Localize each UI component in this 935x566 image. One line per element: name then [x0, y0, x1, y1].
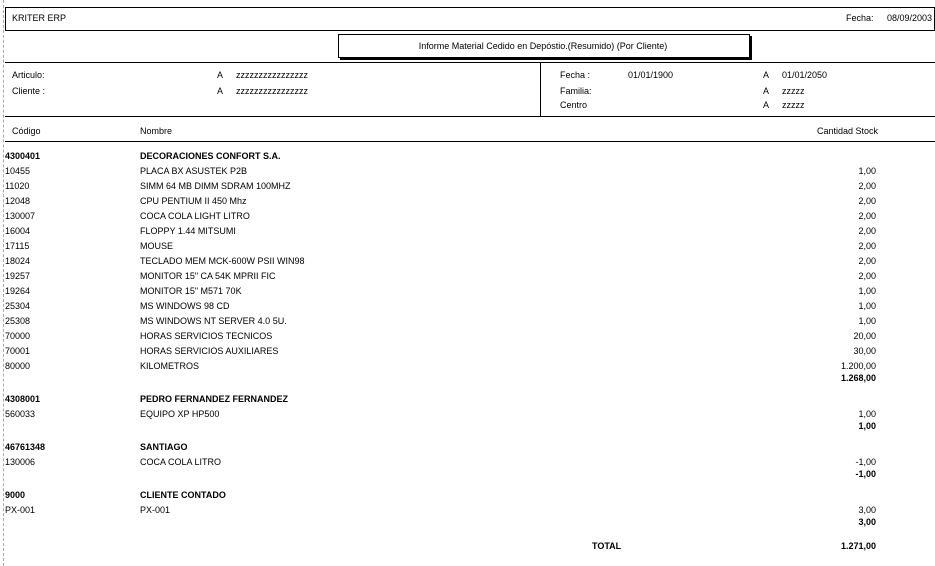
- item-name: EQUIPO XP HP500: [140, 409, 220, 419]
- cliente-to: zzzzzzzzzzzzzzzz: [236, 86, 308, 96]
- group-subtotal: 1,00: [858, 421, 876, 431]
- group-code: 46761348: [5, 442, 46, 452]
- item-code: 25304: [5, 301, 31, 311]
- item-qty: 2,00: [858, 271, 876, 281]
- familia-sep: A: [763, 86, 770, 96]
- centro-to: zzzzz: [782, 100, 805, 110]
- column-header-code: Código: [12, 126, 41, 136]
- item-name: FLOPPY 1.44 MITSUMI: [140, 226, 236, 236]
- item-code: 70000: [5, 331, 31, 341]
- item-qty: 2,00: [858, 211, 876, 221]
- date-value: 08/09/2003: [887, 13, 933, 23]
- group-subtotal: -1,00: [855, 469, 876, 479]
- item-code: 19257: [5, 271, 31, 281]
- item-name: PX-001: [140, 505, 171, 515]
- item-qty: 2,00: [858, 256, 876, 266]
- articulo-to: zzzzzzzzzzzzzzzz: [236, 70, 308, 80]
- item-code: PX-001: [5, 505, 36, 515]
- group-name: PEDRO FERNANDEZ FERNANDEZ: [140, 394, 289, 404]
- item-qty: 1,00: [858, 286, 876, 296]
- item-qty: 1,00: [858, 316, 876, 326]
- articulo-sep: A: [217, 70, 224, 80]
- item-qty: 20,00: [853, 331, 876, 341]
- date-label: Fecha:: [846, 13, 874, 23]
- item-name: HORAS SERVICIOS AUXILIARES: [140, 346, 279, 356]
- item-qty: 2,00: [858, 241, 876, 251]
- centro-sep: A: [763, 100, 770, 110]
- group-code: 4308001: [5, 394, 41, 404]
- item-name: KILOMETROS: [140, 361, 200, 371]
- item-code: 17115: [5, 241, 30, 251]
- item-name: MS WINDOWS NT SERVER 4.0 5U.: [140, 316, 287, 326]
- item-code: 18024: [5, 256, 31, 266]
- item-qty: 2,00: [858, 181, 876, 191]
- familia-to: zzzzz: [782, 86, 805, 96]
- filter-bottom-line: [5, 116, 935, 117]
- item-code: 130006: [5, 457, 36, 467]
- group-name: SANTIAGO: [140, 442, 188, 452]
- filter-top-line: [5, 62, 935, 63]
- filter-divider: [540, 62, 541, 116]
- item-qty: -1,00: [855, 457, 876, 467]
- fecha-to: 01/01/2050: [782, 70, 828, 80]
- item-code: 560033: [5, 409, 36, 419]
- item-qty: 2,00: [858, 226, 876, 236]
- item-name: CPU PENTIUM II 450 Mhz: [140, 196, 247, 206]
- item-name: MONITOR 15" CA 54K MPRII FIC: [140, 271, 276, 281]
- page-margin-guide: [3, 0, 4, 566]
- item-code: 12048: [5, 196, 31, 206]
- item-name: COCA COLA LIGHT LITRO: [140, 211, 250, 221]
- group-code: 4300401: [5, 151, 41, 161]
- item-code: 11020: [5, 181, 30, 191]
- column-header-name: Nombre: [140, 126, 173, 136]
- item-code: 16004: [5, 226, 31, 236]
- item-name: MOUSE: [140, 241, 174, 251]
- item-name: TECLADO MEM MCK-600W PSII WIN98: [140, 256, 305, 266]
- column-header-line: [5, 141, 935, 142]
- group-subtotal: 3,00: [858, 517, 876, 527]
- report-header-box: [5, 7, 935, 31]
- item-name: MONITOR 15" M571 70K: [140, 286, 242, 296]
- item-code: 19264: [5, 286, 31, 296]
- item-qty: 2,00: [858, 196, 876, 206]
- item-qty: 1,00: [858, 166, 876, 176]
- item-code: 10455: [5, 166, 31, 176]
- item-code: 70001: [5, 346, 31, 356]
- total-value: 1.271,00: [840, 541, 876, 551]
- item-code: 80000: [5, 361, 31, 371]
- item-name: PLACA BX ASUSTEK P2B: [140, 166, 248, 176]
- item-qty: 3,00: [858, 505, 876, 515]
- item-name: MS WINDOWS 98 CD: [140, 301, 230, 311]
- item-qty: 1,00: [858, 301, 876, 311]
- cliente-label: Cliente :: [12, 86, 46, 96]
- item-code: 130007: [5, 211, 36, 221]
- articulo-label: Articulo:: [12, 70, 45, 80]
- item-name: HORAS SERVICIOS TECNICOS: [140, 331, 273, 341]
- item-qty: 30,00: [853, 346, 876, 356]
- column-header-qty: Cantidad Stock: [817, 126, 879, 136]
- group-code: 9000: [5, 490, 26, 500]
- item-code: 25308: [5, 316, 31, 326]
- group-name: DECORACIONES CONFORT S.A.: [140, 151, 281, 161]
- fecha-sep: A: [763, 70, 770, 80]
- total-label: TOTAL: [592, 541, 622, 551]
- app-title: KRITER ERP: [12, 13, 67, 23]
- cliente-sep: A: [217, 86, 224, 96]
- centro-label: Centro: [560, 100, 588, 110]
- group-name: CLIENTE CONTADO: [140, 490, 226, 500]
- report-title: Informe Material Cedido en Depóstio.(Resumido) (Por Cliente): [418, 41, 668, 51]
- group-subtotal: 1.268,00: [840, 373, 876, 383]
- item-name: SIMM 64 MB DIMM SDRAM 100MHZ: [140, 181, 291, 191]
- fecha-from: 01/01/1900: [628, 70, 674, 80]
- item-name: COCA COLA LITRO: [140, 457, 222, 467]
- item-qty: 1,00: [858, 409, 876, 419]
- item-qty: 1.200,00: [840, 361, 876, 371]
- familia-label: Familia:: [560, 86, 592, 96]
- fecha-label: Fecha :: [560, 70, 591, 80]
